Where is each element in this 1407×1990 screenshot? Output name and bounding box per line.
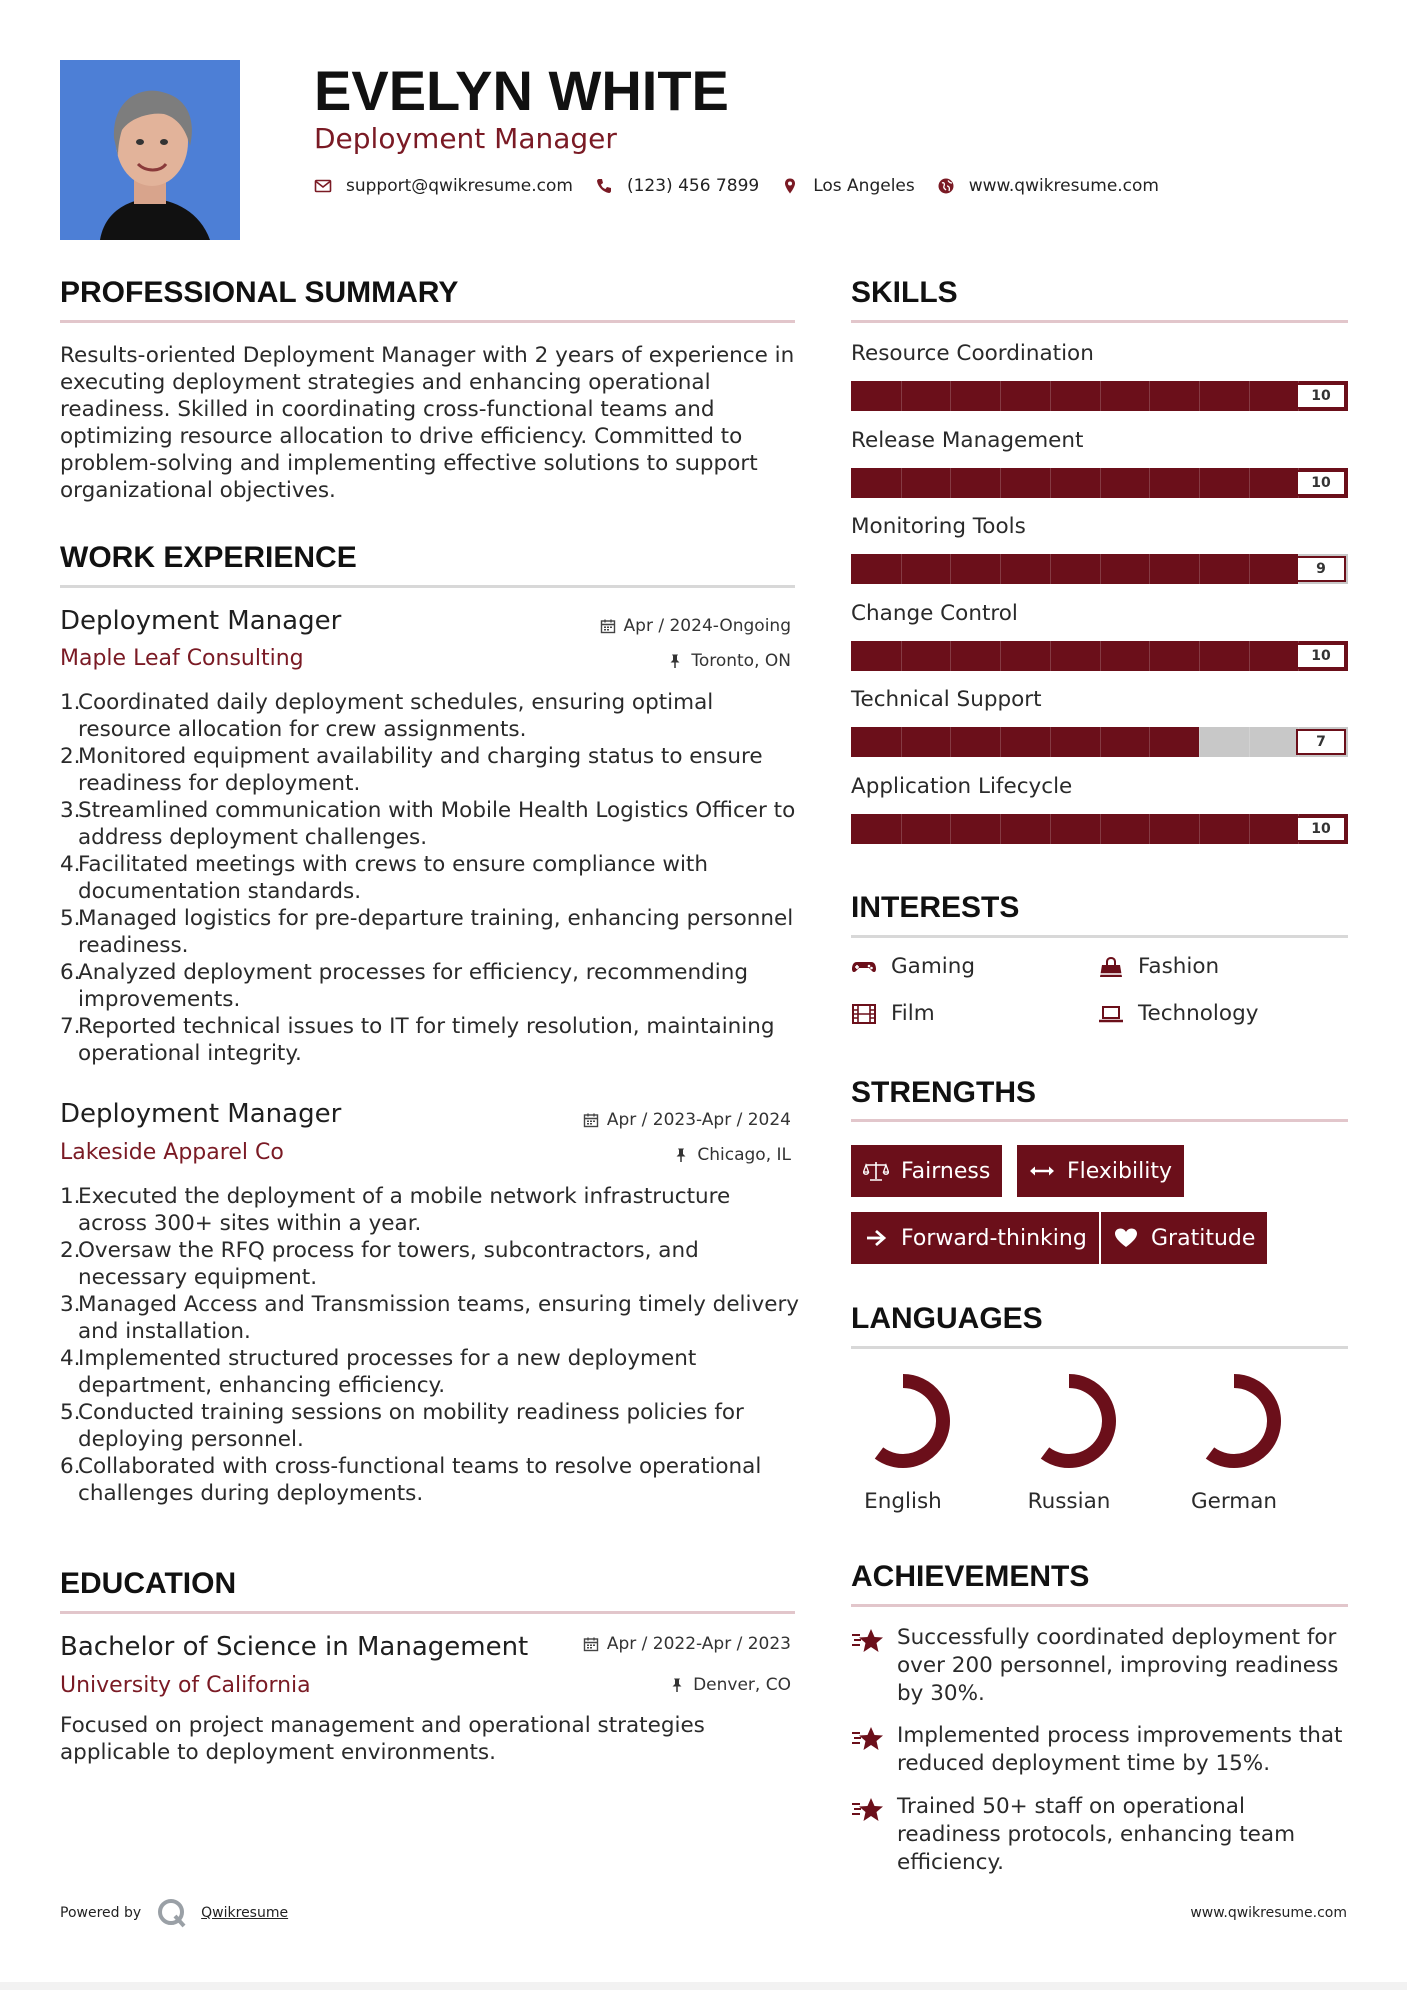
job-2-location [673,1145,791,1165]
shopping-bag-icon [1098,956,1124,978]
skill-segment-divider [1000,641,1001,671]
skill-segment-divider [1149,554,1150,584]
skill-level-bar [851,381,1348,411]
skill-segment-divider [950,641,951,671]
skill-level-value: 7 [1296,729,1346,755]
heart-icon [1113,1227,1139,1249]
pushpin-icon [673,1147,689,1163]
list-item: 4. Facilitated meetings with crews to ensure compliance with documentation standards. [60,852,708,904]
experience-divider [60,585,795,588]
skills-divider [851,320,1348,323]
skill-segment-divider [950,554,951,584]
film-icon [851,1003,877,1025]
skill-segment-divider [1199,814,1200,844]
skill-segment-divider [1199,468,1200,498]
skill-segment-divider [901,554,902,584]
phone-icon [595,177,613,195]
skill-level-bar [851,554,1348,584]
skill-level-value: 10 [1296,816,1346,842]
star-award-icon [851,1626,885,1656]
skill-name: Change Control [851,600,1018,626]
skill-segment-divider [901,641,902,671]
language-russian-label: Russian [1027,1489,1111,1514]
skill-segment-divider [950,727,951,757]
skill-segment-divider [1000,468,1001,498]
footer-website[interactable]: www.qwikresume.com [1190,1905,1347,1921]
job-1-dates-text: Apr / 2024-Ongoing [623,616,791,636]
language-german-label: German [1190,1489,1278,1514]
skill-segment-divider [1149,814,1150,844]
profile-photo [60,60,240,240]
language-german [1174,1373,1294,1514]
strength-flexibility [1017,1145,1184,1197]
strength-gratitude [1101,1212,1267,1264]
skill-segment-divider [950,381,951,411]
strengths-heading: STRENGTHS [851,1076,1037,1109]
languages-divider [851,1346,1348,1349]
skill-segment-divider [1149,381,1150,411]
strength-fairness-label: Fairness [901,1158,991,1184]
education-dates [583,1634,791,1654]
list-item: 6. Analyzed deployment processes for efficiency, recommending improvements. [60,960,748,1012]
list-item: 7. Reported technical issues to IT for timely resolution, maintaining operational integrity. [60,1014,775,1066]
skill-segment-divider [1000,554,1001,584]
interest-fashion [1098,954,1219,979]
interest-technology-label: Technology [1138,1001,1259,1026]
candidate-name: EVELYN WHITE [314,59,729,122]
job-1-dates [600,616,791,636]
skill-level-value: 10 [1296,470,1346,496]
interest-fashion-label: Fashion [1138,954,1220,979]
achievement-item [851,1722,1351,1778]
skill-level-value: 10 [1296,643,1346,669]
skill-segment-divider [901,381,902,411]
skill-level-bar [851,814,1348,844]
qwikresume-link[interactable]: Qwikresume [201,1905,289,1921]
skill-segment-divider [1050,468,1051,498]
footer-powered-by [60,1896,288,1930]
map-pin-icon [781,177,799,195]
achievements-heading: ACHIEVEMENTS [851,1560,1090,1593]
arrow-right-icon [863,1227,889,1249]
candidate-role: Deployment Manager [314,122,617,155]
education-location-text: Denver, CO [693,1675,791,1695]
skill-segment-divider [1050,381,1051,411]
strength-flexibility-label: Flexibility [1067,1158,1172,1184]
degree-title: Bachelor of Science in Management [60,1632,529,1662]
skill-level-bar [851,641,1348,671]
skill-segment-divider [901,727,902,757]
contact-website-text: www.qwikresume.com [968,176,1159,196]
language-proficiency-ring [1021,1373,1117,1469]
job-2-title: Deployment Manager [60,1099,342,1129]
interest-film-label: Film [891,1001,935,1026]
skill-segment-divider [1050,554,1051,584]
list-item: 3. Managed Access and Transmission teams, ensuring timely delivery and installation. [60,1292,800,1344]
achievement-text: Successfully coordinated deployment for over 200 personnel, improving readiness by 30%. [897,1625,1339,1706]
interest-gaming-label: Gaming [891,954,976,979]
education-location [669,1675,791,1695]
contact-phone-text: (123) 456 7899 [626,176,760,196]
summary-heading: PROFESSIONAL SUMMARY [60,276,459,309]
job-1-title: Deployment Manager [60,606,342,636]
page-bottom-bar [0,1982,1407,1990]
skills-heading: SKILLS [851,276,958,309]
job-1-bullets [60,689,800,1067]
qwikresume-logo-icon [155,1896,189,1930]
strength-forward-thinking [851,1212,1099,1264]
interest-technology [1098,1001,1258,1026]
skill-segment-divider [1249,727,1250,757]
experience-heading: WORK EXPERIENCE [60,541,357,574]
contact-website[interactable] [937,176,1159,196]
skill-segment-divider [1100,814,1101,844]
language-russian [1009,1373,1129,1514]
list-item: 2. Oversaw the RFQ process for towers, subcontractors, and necessary equipment. [60,1238,699,1290]
language-english [843,1373,963,1514]
skill-segment-divider [1249,468,1250,498]
language-proficiency-ring [855,1373,951,1469]
job-2-company: Lakeside Apparel Co [60,1140,284,1165]
list-item: 6. Collaborated with cross-functional teams to resolve operational challenges during deployments. [60,1454,762,1506]
skill-segment-divider [1199,641,1200,671]
contact-location [781,176,915,196]
skill-level-bar [851,727,1348,757]
skill-segment-divider [1199,727,1200,757]
star-award-icon [851,1795,885,1825]
skill-segment-divider [1050,641,1051,671]
achievements-divider [851,1604,1348,1607]
education-description: Focused on project management and operational strategies applicable to deployment environments. [60,1713,705,1765]
languages-heading: LANGUAGES [851,1302,1043,1335]
skill-level-value: 10 [1296,383,1346,409]
skill-level-bar [851,468,1348,498]
skill-segment-divider [1249,554,1250,584]
achievement-text: Trained 50+ staff on operational readiness protocols, enhancing team efficiency. [897,1794,1296,1875]
list-item: 2. Monitored equipment availability and charging status to ensure readiness for deployment. [60,744,763,796]
list-item: 3. Streamlined communication with Mobile Health Logistics Officer to address deployment challenges. [60,798,796,850]
skill-segment-divider [1100,727,1101,757]
skill-segment-divider [1249,814,1250,844]
skill-segment-divider [901,814,902,844]
skill-segment-divider [1100,381,1101,411]
skill-segment-divider [950,468,951,498]
education-divider [60,1611,795,1614]
job-1-company: Maple Leaf Consulting [60,646,304,671]
summary-divider [60,320,795,323]
job-2-dates-text: Apr / 2023-Apr / 2024 [606,1110,791,1130]
list-item: 5. Conducted training sessions on mobility readiness policies for deploying personnel. [60,1400,744,1452]
list-item: 5. Managed logistics for pre-departure training, enhancing personnel readiness. [60,906,794,958]
language-proficiency-ring [1186,1373,1282,1469]
skill-segment-divider [950,814,951,844]
gamepad-icon [851,956,877,978]
skill-level-fill [851,554,1298,584]
contact-phone[interactable] [595,176,759,196]
contact-email-text: support@qwikresume.com [346,176,573,196]
interest-film [851,1001,935,1026]
skill-name: Monitoring Tools [851,514,1026,540]
achievement-text: Implemented process improvements that reduced deployment time by 15%. [897,1723,1343,1776]
skill-name: Resource Coordination [851,341,1094,366]
skill-level-value: 9 [1296,556,1346,582]
skill-segment-divider [1249,641,1250,671]
strengths-divider [851,1119,1348,1122]
globe-icon [937,177,955,195]
list-item: 4. Implemented structured processes for a new deployment department, enhancing efficiency. [60,1346,697,1398]
interests-heading: INTERESTS [851,891,1020,924]
education-dates-text: Apr / 2022-Apr / 2023 [606,1634,791,1654]
skill-segment-divider [1050,727,1051,757]
interest-gaming [851,954,975,979]
skill-name: Release Management [851,427,1084,453]
language-english-label: English [864,1489,942,1514]
laptop-icon [1098,1003,1124,1025]
strength-gratitude-label: Gratitude [1151,1225,1256,1251]
star-award-icon [851,1724,885,1754]
summary-text: Results-oriented Deployment Manager with 2 years of experience in executing deployment strategies and enhancing operational readiness. Skilled in coordinating cross-functional teams and optimizing resource allocation to drive efficiency. Committed to problem-solving and implementing effective solutions to support organizational objectives. [60,343,795,503]
skill-level-fill [851,727,1199,757]
list-item: 1. Coordinated daily deployment schedules, ensuring optimal resource allocation for crew assignments. [60,690,714,742]
calendar-icon [583,1112,599,1128]
skill-segment-divider [1100,468,1101,498]
education-heading: EDUCATION [60,1567,237,1600]
strength-fairness [851,1145,1002,1197]
skill-segment-divider [1000,814,1001,844]
job-1-location-text: Toronto, ON [691,651,791,671]
pushpin-icon [669,1677,685,1693]
skill-segment-divider [1000,381,1001,411]
skill-segment-divider [1149,468,1150,498]
contact-bar [314,176,1181,196]
contact-location-text: Los Angeles [813,176,915,196]
job-1-location [667,651,791,671]
skill-segment-divider [1100,641,1101,671]
achievement-item [851,1624,1351,1708]
skill-segment-divider [1199,381,1200,411]
skill-segment-divider [1100,554,1101,584]
list-item: 1. Executed the deployment of a mobile network infrastructure across 300+ sites within a year. [60,1184,731,1236]
skill-name: Application Lifecycle [851,774,1073,799]
calendar-icon [600,618,616,634]
strength-forward-thinking-label: Forward-thinking [901,1225,1087,1251]
envelope-icon [314,177,332,195]
job-2-dates [583,1110,791,1130]
skill-name: Technical Support [851,687,1042,713]
skill-segment-divider [1249,381,1250,411]
job-2-location-text: Chicago, IL [697,1145,791,1165]
interests-divider [851,935,1348,938]
powered-by-text: Powered by [60,1905,142,1921]
school-name: University of California [60,1673,311,1698]
skill-segment-divider [1199,554,1200,584]
skill-segment-divider [1050,814,1051,844]
arrows-horizontal-icon [1029,1160,1055,1182]
calendar-icon [583,1636,599,1652]
skill-segment-divider [1000,727,1001,757]
achievement-item [851,1793,1351,1877]
pushpin-icon [667,653,683,669]
job-2-bullets [60,1183,800,1507]
contact-email[interactable] [314,176,573,196]
skill-segment-divider [1149,727,1150,757]
balance-scale-icon [863,1160,889,1182]
skill-segment-divider [901,468,902,498]
skill-segment-divider [1149,641,1150,671]
